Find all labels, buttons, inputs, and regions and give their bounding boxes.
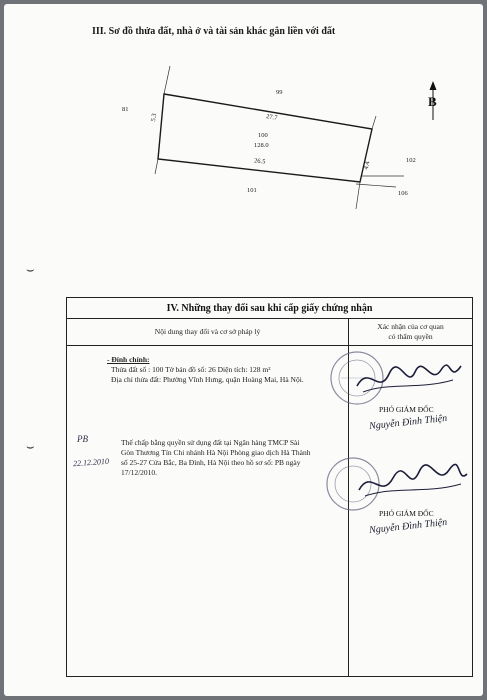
entry2-handwritten-mark: PB xyxy=(77,434,88,444)
parcel-sketch xyxy=(4,4,483,294)
neighbor-102-label: 102 xyxy=(406,157,416,164)
signature-1-name: Nguyễn Đình Thiện xyxy=(368,412,448,433)
signature-1-title: PHÓ GIÁM ĐỐC xyxy=(379,405,434,414)
entry2-line1: Thế chấp bằng quyền sử dụng đất tại Ngân hàng TMCP Sài xyxy=(121,438,300,447)
entry2-line2: Gòn Thương Tín Chi nhánh Hà Nội Phòng giao dịch Hà Thành xyxy=(121,448,311,457)
parcel-number: 100 xyxy=(258,132,268,139)
binder-hole-mark: ⌣ xyxy=(26,439,35,454)
certification-cell xyxy=(349,346,473,677)
edge-right-length: 4.4 xyxy=(362,160,372,171)
edge-top-length: 27.7 xyxy=(265,113,278,122)
neighbor-106-label: 106 xyxy=(398,190,408,197)
section-iii-title: III. Sơ đồ thửa đất, nhà ở và tài sản khác gắn liền với đất xyxy=(92,26,336,37)
neighbor-99-label: 99 xyxy=(276,89,283,96)
section-iv-title: IV. Những thay đổi sau khi cấp giấy chứng nhận xyxy=(67,298,473,319)
column-header-certification: Xác nhận của cơ quan có thẩm quyền xyxy=(349,319,473,346)
entry1-heading: - Đính chính: xyxy=(107,355,150,364)
signature-2-title: PHÓ GIÁM ĐỐC xyxy=(379,509,434,518)
binder-hole-mark: ⌣ xyxy=(26,262,35,277)
north-label: B xyxy=(428,94,437,109)
entry1-parcel-info: Thửa đất số : 100 Tờ bản đồ số: 26 Diện tích: 128 m² xyxy=(111,365,271,374)
column-header-content: Nội dung thay đổi và cơ sở pháp lý xyxy=(67,319,349,346)
changes-table xyxy=(66,297,473,677)
edge-left-length: 5.3 xyxy=(149,112,159,123)
signature-2-scribble xyxy=(353,458,473,508)
neighbor-81-label: 81 xyxy=(122,106,129,113)
entry2-handwritten-date: 22.12.2010 xyxy=(72,456,110,469)
signature-1-scribble xyxy=(349,356,473,406)
document-page xyxy=(4,4,483,696)
entry2-line4: 17/12/2010. xyxy=(121,468,158,477)
change-content-cell xyxy=(67,346,349,677)
entry1-address: Địa chỉ thửa đất: Phường Vĩnh Hưng, quận Hoàng Mai, Hà Nội. xyxy=(111,375,304,384)
signature-2-name: Nguyễn Đình Thiện xyxy=(368,516,448,537)
parcel-area: 128.0 xyxy=(254,142,269,149)
edge-bottom-length: 26.5 xyxy=(253,157,266,166)
entry2-line3: số 25-27 Cửa Bắc, Ba Đình, Hà Nội theo hồ sơ số: PB ngày xyxy=(121,458,301,467)
neighbor-101-label: 101 xyxy=(247,187,257,194)
